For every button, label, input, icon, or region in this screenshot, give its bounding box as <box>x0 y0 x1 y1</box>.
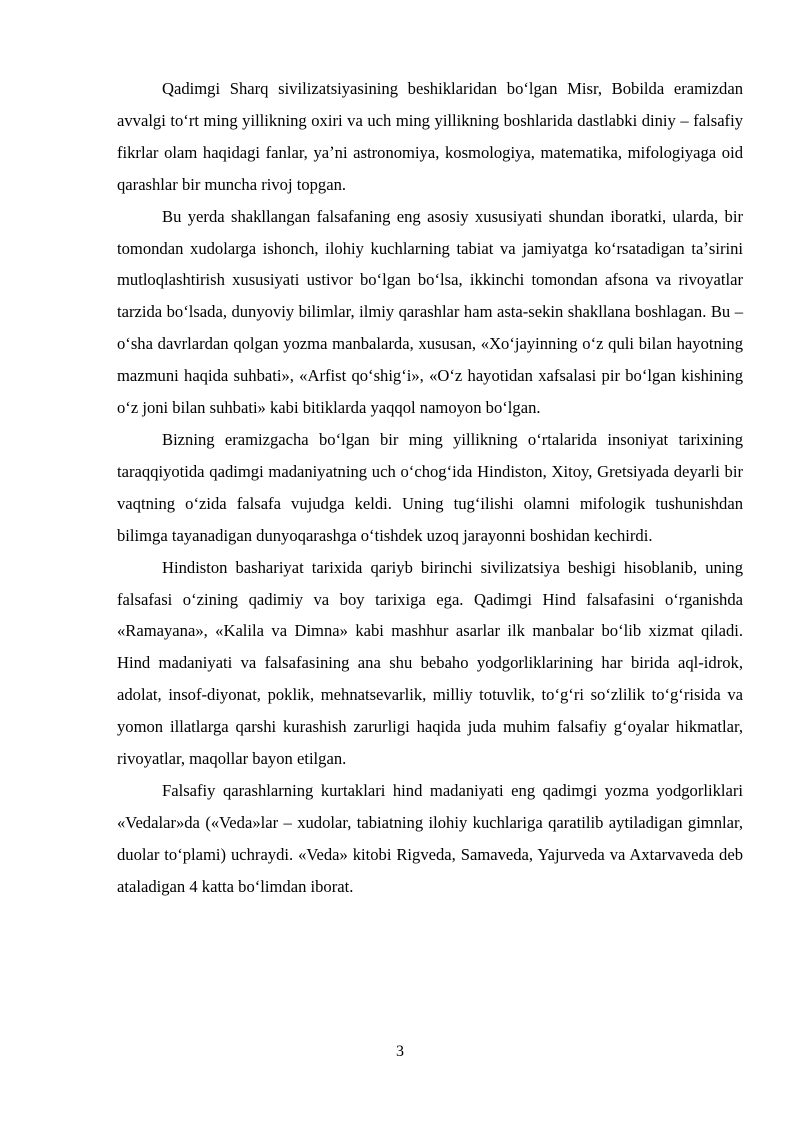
page-number: 3 <box>396 1043 404 1060</box>
paragraph-3: Bizning eramizgacha boʻlgan bir ming yillikning oʻrtalarida insoniyat tarixining taraqqiyotida qadimgi madaniyatning uch oʻchogʻida Hindiston, Xitoy, Gretsiyada deyarli bir vaqtning oʻzida falsafa vujudga keldi. Uning tugʻilishi olamni mifologik tushunishdan bilimga tayanadigan dunyoqarashga oʻtishdek uzoq jarayonni boshidan kechirdi. <box>117 429 743 545</box>
paragraph-2: Bu yerda shakllangan falsafaning eng asosiy xususiyati shundan iboratki, ularda, bir tomondan xudolarga ishonch, ilohiy kuchlarning tabiat va jamiyatga koʻrsatadigan taʼsirini mutloqlashtirish xususiyati ustivor boʻlgan boʻlsa, ikkinchi tomondan afsona va rivoyatlar tarzida boʻlsada, dunyoviy bilimlar, ilmiy qarashlar ham asta-sekin shakllana boshlagan. Bu – oʻsha davrlardan qolgan yozma manbalarda, xususan, «Xoʻjayinning oʻz quli bilan hayotning mazmuni haqida suhbati», «Arfist qoʻshigʻi», «Oʻz hayotidan xafsalasi pir boʻlgan kishining oʻz joni bilan suhbati» kabi bitiklarda yaqqol namoyon boʻlgan. <box>117 206 743 418</box>
paragraph-4: Hindiston bashariyat tarixida qariyb birinchi sivilizatsiya beshigi hisoblanib, uning falsafasi oʻzining qadimiy va boy tarixiga ega. Qadimgi Hind falsafasini oʻrganishda «Ramayana», «Kalila va Dimna» kabi mashhur asarlar ilk manbalar boʻlib xizmat qiladi. Hind madaniyati va falsafasining ana shu bebaho yodgorliklarining har birida aql-idrok, adolat, insof-diyonat, poklik, mehnatsevarlik, milliy totuvlik, toʻgʻri soʻzlilik toʻgʻrisida va yomon illatlarga qarshi kurashish zarurligi haqida juda muhim falsafiy gʻoyalar hikmatlar, rivoyatlar, maqollar bayon etilgan. <box>117 557 743 769</box>
body-text <box>117 73 743 903</box>
paragraph-1: Qadimgi Sharq sivilizatsiyasining beshiklaridan boʻlgan Misr, Bobilda eramizdan avvalgi toʻrt ming yillikning oxiri va uch ming yillikning boshlarida dastlabki diniy – falsafiy fikrlar olam haqidagi fanlar, yaʼni astronomiya, kosmologiya, matematika, mifologiyaga oid qarashlar bir muncha rivoj topgan. <box>117 79 743 194</box>
paragraph-5: Falsafiy qarashlarning kurtaklari hind madaniyati eng qadimgi yozma yodgorliklari «Vedalar»da («Veda»lar – xudolar, tabiatning ilohiy kuchlariga qaratilib aytiladigan gimnlar, duolar toʻplami) uchraydi. «Veda» kitobi Rigveda, Samaveda, Yajurveda va Axtarvaveda deb ataladigan 4 katta boʻlimdan iborat. <box>117 780 743 896</box>
